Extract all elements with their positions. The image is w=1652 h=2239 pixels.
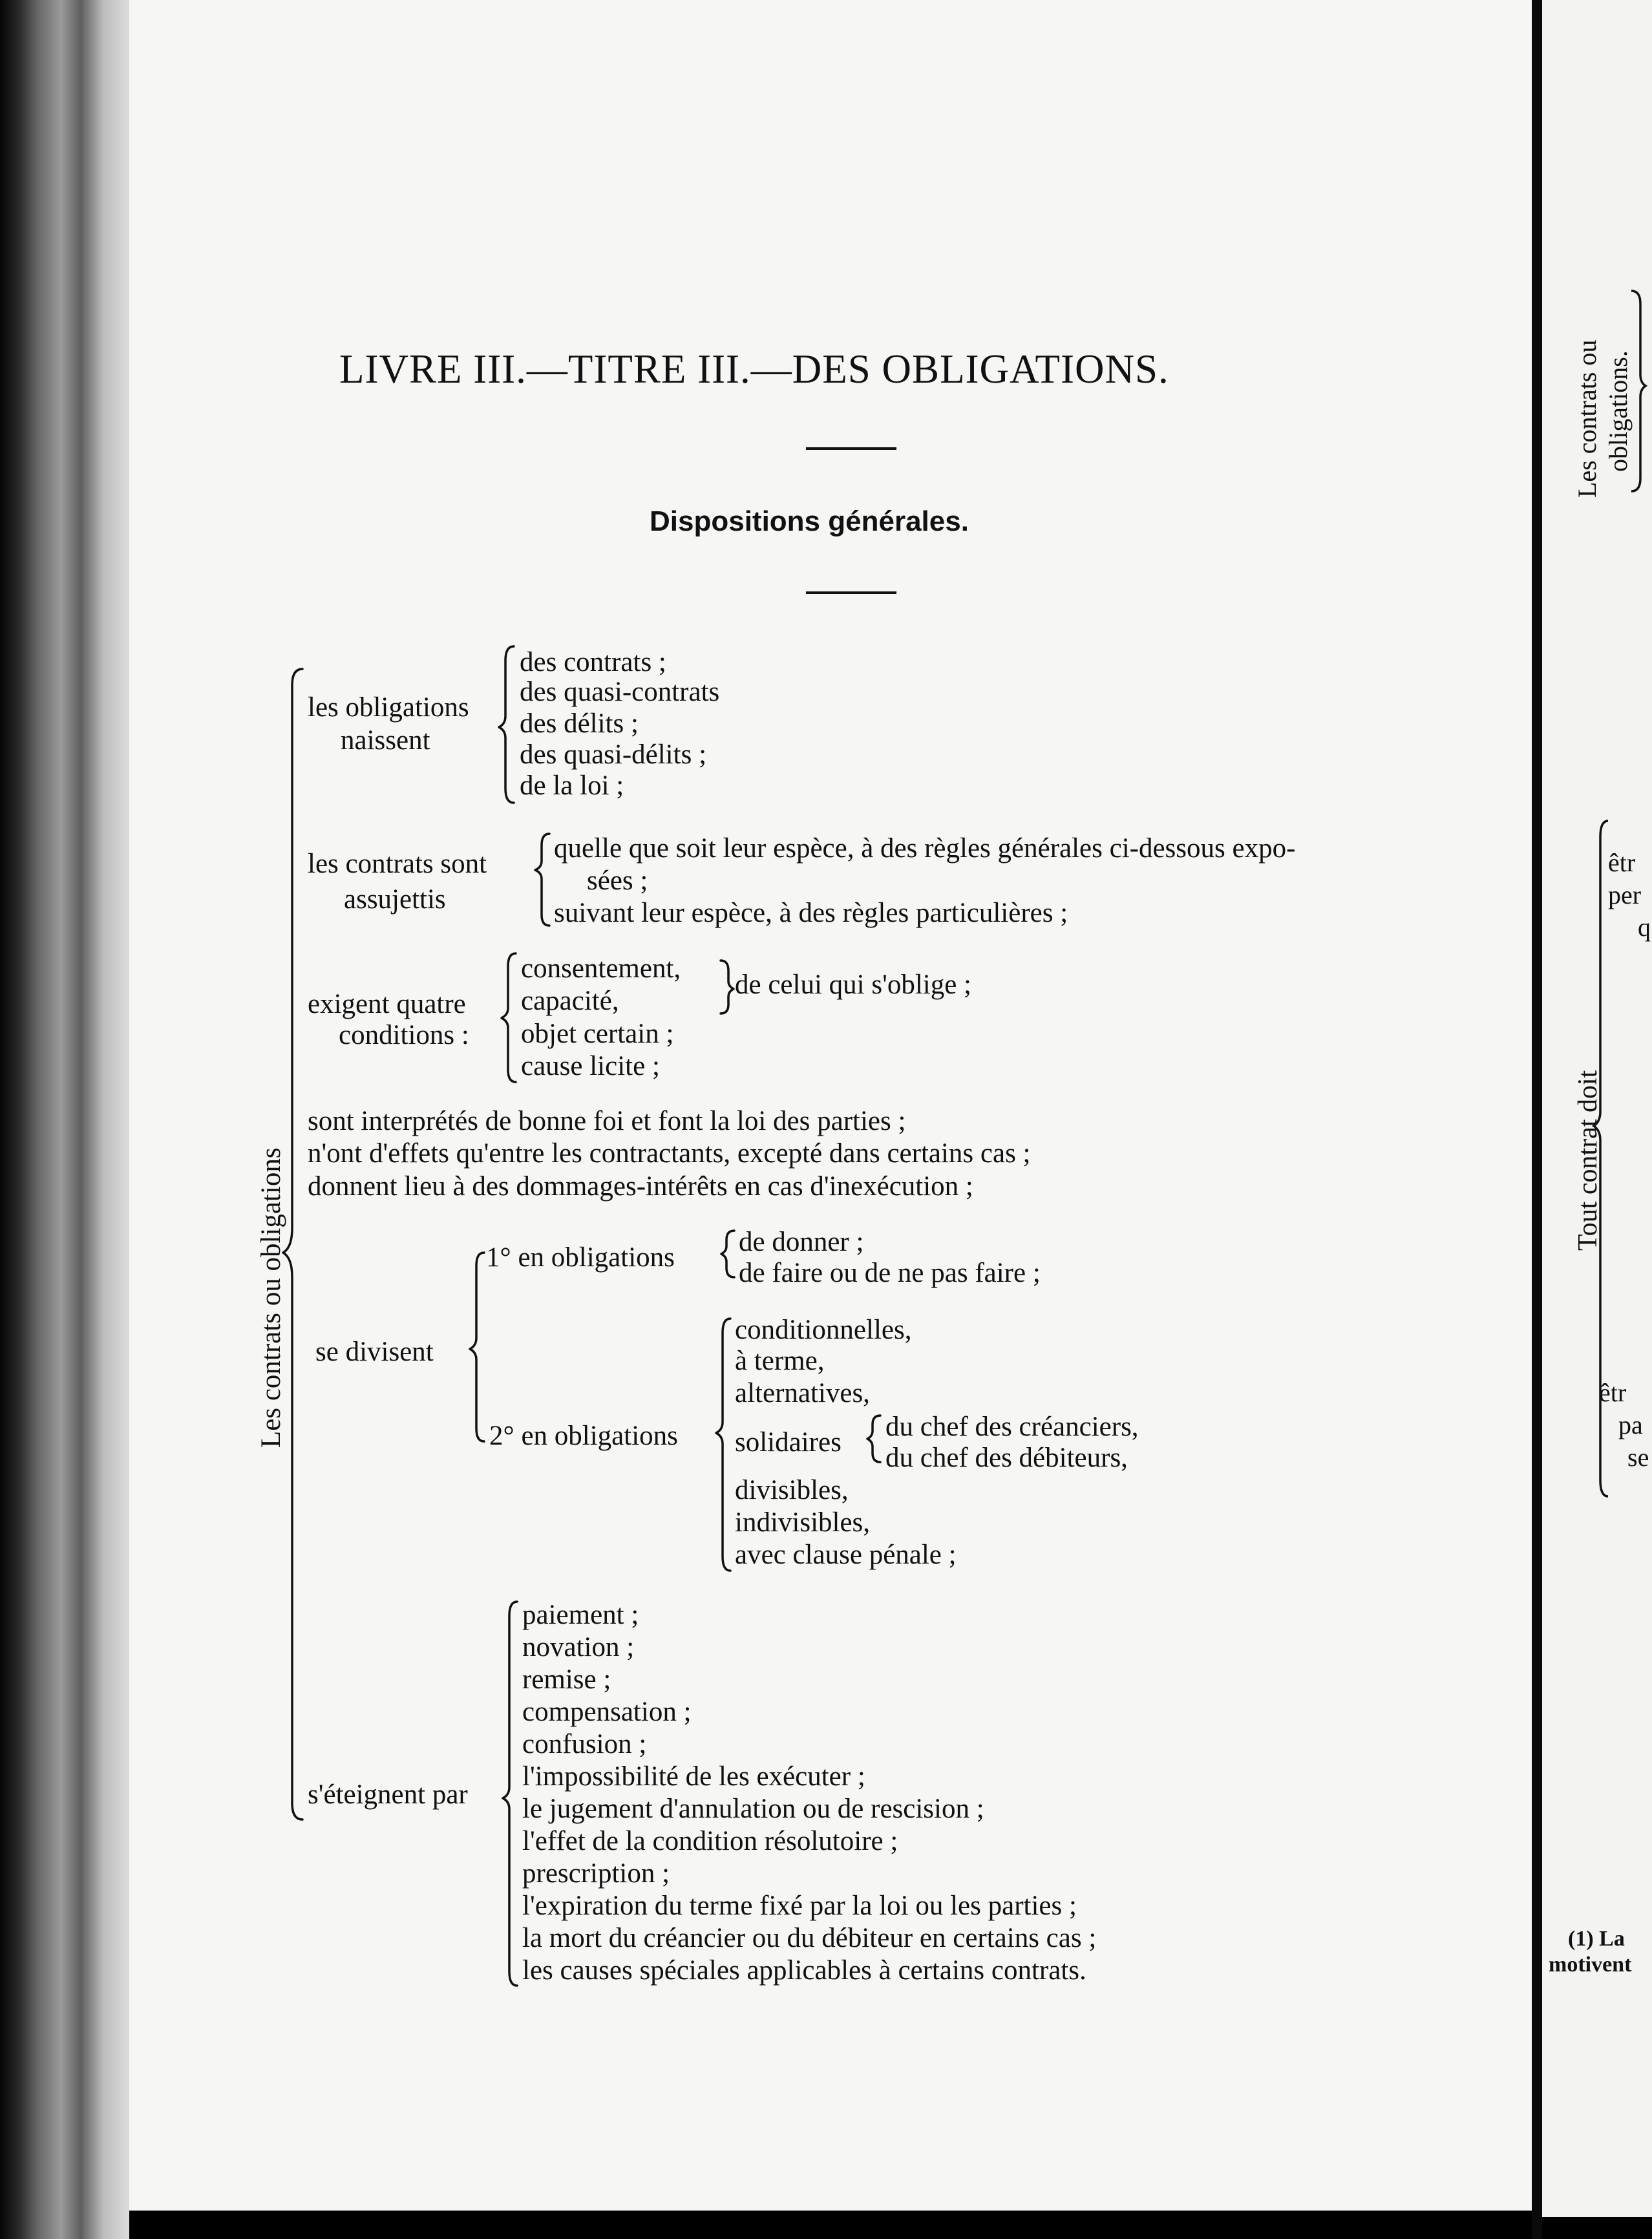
facing-braces	[1542, 0, 1652, 2217]
facing-doit-brace	[1594, 821, 1608, 1496]
divisent-second-item: conditionnelles,	[735, 1315, 912, 1345]
assujettis-label-1: les contrats sont	[308, 849, 487, 879]
facing-side-label: Tout contrat doit	[1573, 1070, 1603, 1251]
divisent-second-item: divisibles,	[735, 1475, 849, 1505]
facing-heading-brace	[1631, 291, 1646, 491]
condition-item: cause licite ;	[521, 1051, 660, 1081]
divisent-second-item: à terme,	[735, 1346, 825, 1376]
solidaires-item: du chef des débiteurs,	[885, 1443, 1128, 1473]
divisent-first-item: de faire ou de ne pas faire ;	[739, 1258, 1041, 1288]
eteignent-item: l'expiration du terme fixé par la loi ou les parties ;	[522, 1891, 1077, 1921]
divisent-second-item: alternatives,	[735, 1378, 870, 1408]
naissent-item: des contrats ;	[520, 647, 666, 677]
eteignent-item: les causes spéciales applicables à certains contrats.	[522, 1955, 1086, 1986]
eteignent-item: l'effet de la condition résolutoire ;	[522, 1826, 898, 1856]
facing-heading: Les contrats ou	[1573, 339, 1602, 498]
naissent-item: des quasi-délits ;	[520, 739, 707, 770]
naissent-item: de la loi ;	[520, 770, 624, 801]
facing-page	[1542, 0, 1652, 2217]
naissent-label-1: les obligations	[308, 692, 469, 723]
eteignent-item: confusion ;	[522, 1729, 647, 1759]
divisent-second-item: avec clause pénale ;	[735, 1540, 957, 1570]
facing-fragment: êtr	[1599, 1378, 1627, 1407]
eteignent-label: s'éteignent par	[308, 1779, 468, 1810]
eteignent-item: paiement ;	[522, 1600, 639, 1630]
eteignent-item: le jugement d'annulation ou de rescision ;	[522, 1794, 984, 1824]
divisent-first-item: de donner ;	[739, 1227, 864, 1257]
statement-line: donnent lieu à des dommages-intérêts en cas d'inexécution ;	[308, 1171, 973, 1202]
condition-item: capacité,	[521, 986, 619, 1016]
eteignent-item: compensation ;	[522, 1697, 692, 1727]
assujettis-item-1: quelle que soit leur espèce, à des règles générales ci-dessous expo-	[554, 833, 1296, 864]
page-title: LIVRE III.—TITRE III.—DES OBLIGATIONS.	[339, 346, 1169, 392]
facing-fragment: pa	[1618, 1410, 1643, 1439]
divisent-label: se divisent	[315, 1337, 434, 1367]
divisent-second-label: 2° en obligations	[489, 1421, 678, 1451]
facing-heading-cont: obligations.	[1604, 350, 1633, 472]
book-page	[129, 0, 1532, 2211]
facing-fragment: per	[1608, 880, 1642, 909]
facing-footnote: (1) La	[1568, 1927, 1625, 1951]
section-subtitle: Dispositions générales.	[650, 505, 969, 537]
scan-binding-edge	[0, 0, 129, 2239]
facing-fragment: êtr	[1608, 848, 1636, 877]
eteignent-item: remise ;	[522, 1664, 611, 1695]
facing-fragment: q	[1638, 913, 1651, 942]
assujettis-item-1-cont: sées ;	[587, 865, 648, 896]
divisent-second-item: indivisibles,	[735, 1507, 871, 1538]
title-rule	[806, 447, 896, 450]
eteignent-item: l'impossibilité de les exécuter ;	[522, 1761, 865, 1792]
facing-fragment: se	[1627, 1443, 1649, 1472]
conditions-label-1: exigent quatre	[308, 989, 466, 1019]
assujettis-item-2: suivant leur espèce, à des règles particulières ;	[554, 898, 1068, 928]
solidaires-item: du chef des créanciers,	[885, 1412, 1139, 1442]
solidaires-label: solidaires	[735, 1427, 842, 1458]
naissent-label-2: naissent	[341, 725, 430, 756]
eteignent-item: novation ;	[522, 1632, 635, 1662]
statement-line: n'ont d'effets qu'entre les contractants, excepté dans certains cas ;	[308, 1138, 1031, 1169]
page-gutter	[1532, 0, 1542, 2239]
divisent-first-label: 1° en obligations	[486, 1242, 675, 1273]
eteignent-item: la mort du créancier ou du débiteur en certains cas ;	[522, 1923, 1097, 1953]
statement-line: sont interprétés de bonne foi et font la loi des parties ;	[308, 1106, 906, 1136]
naissent-item: des délits ;	[520, 708, 639, 739]
root-label: Les contrats ou obligations	[256, 1147, 286, 1448]
eteignent-item: prescription ;	[522, 1858, 670, 1889]
conditions-note: de celui qui s'oblige ;	[735, 970, 972, 1000]
assujettis-label-2: assujettis	[344, 884, 446, 915]
condition-item: consentement,	[521, 953, 681, 984]
conditions-label-2: conditions :	[339, 1020, 469, 1050]
naissent-item: des quasi-contrats	[520, 677, 720, 707]
subtitle-rule	[806, 591, 896, 594]
facing-footnote-cont: motivent	[1549, 1953, 1632, 1977]
condition-item: objet certain ;	[521, 1019, 674, 1049]
